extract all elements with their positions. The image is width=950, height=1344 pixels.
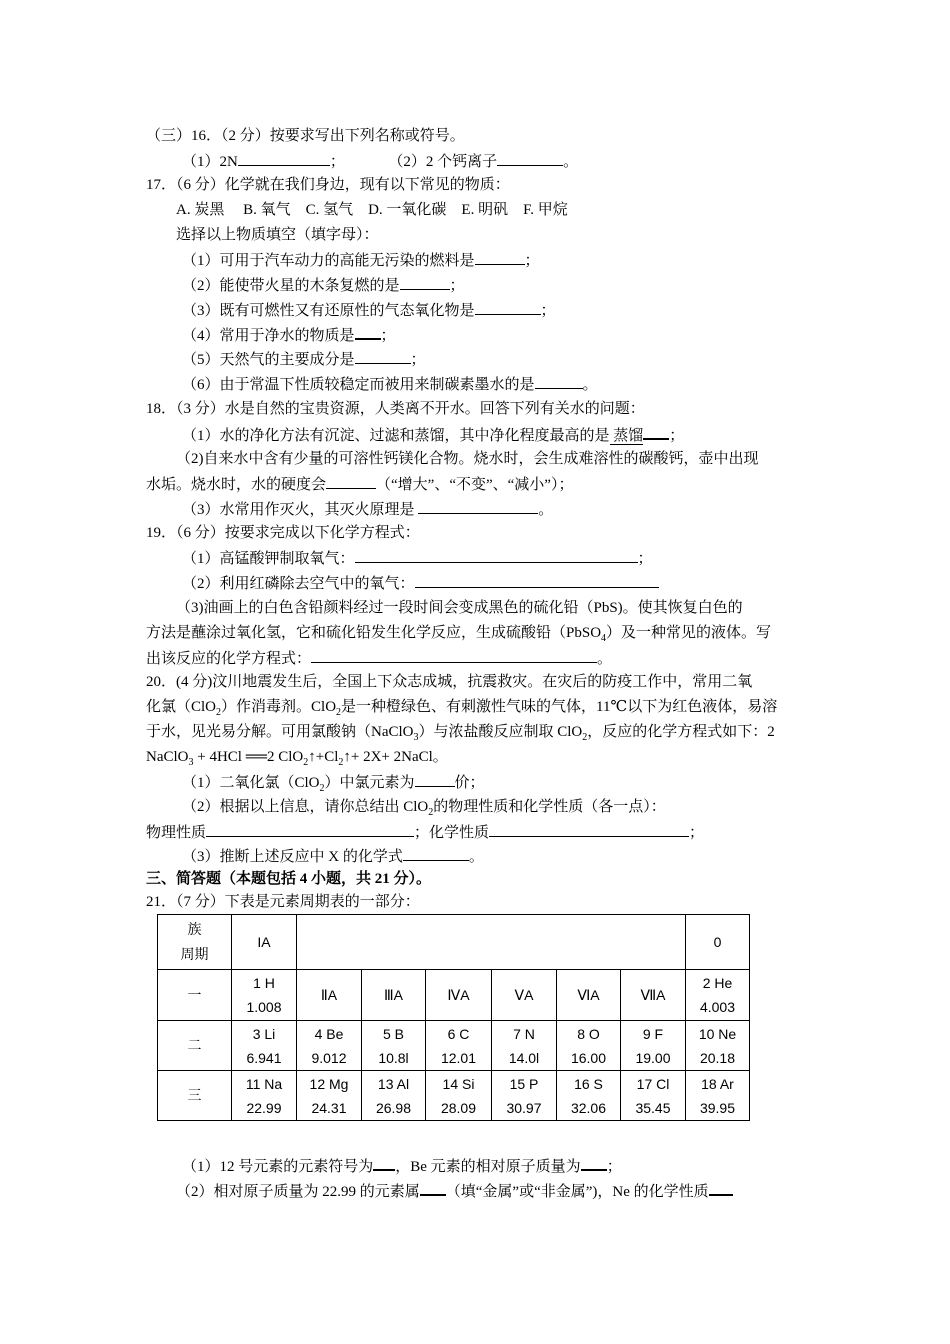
element-symbol: 1 H — [253, 975, 275, 991]
q21-blank3[interactable] — [420, 1180, 446, 1196]
element-mass: 19.00 — [635, 1049, 671, 1066]
q21-item2 — [176, 1180, 733, 1202]
q16-title: （三）16．（2 分）按要求写出下列名称或符号。 — [146, 128, 465, 144]
element-cell — [492, 1021, 557, 1071]
q20-item2-a: （2）根据以上信息，请你总结出 ClO — [182, 799, 429, 815]
q20-line3-c: ，反应的化学方程式如下：2 — [587, 724, 775, 740]
period-2 — [158, 1021, 232, 1071]
element-cell — [686, 970, 750, 1021]
q19-item3-sub: 4 — [601, 633, 607, 644]
q21-blank1[interactable] — [373, 1155, 395, 1171]
element-cell — [362, 1021, 426, 1071]
q17-item1-text: （1）可用于汽车动力的高能无污染的燃料是 — [182, 253, 475, 269]
q20-line4-a: NaClO — [146, 749, 189, 765]
element-symbol: 7 N — [513, 1025, 535, 1042]
q18-end1: ； — [669, 428, 685, 444]
header-group: 族 — [187, 922, 202, 938]
element-cell — [297, 1071, 362, 1121]
element-mass: 39.95 — [699, 1099, 736, 1116]
q20-line3-b: ）与浓盐酸反应制取 ClO — [418, 724, 583, 740]
q17-title: 17．（6 分）化学就在我们身边，现有以下常见的物质： — [146, 177, 510, 193]
element-symbol: 4 Be — [314, 1025, 344, 1042]
q20-sub: 3 — [188, 757, 194, 768]
q19-title: 19．（6 分）按要求完成以下化学方程式： — [146, 525, 420, 541]
q19-end3: 。 — [597, 651, 613, 667]
element-cell — [232, 970, 297, 1021]
element-mass: 9.012 — [311, 1049, 347, 1066]
q17-item2 — [182, 275, 465, 296]
q20-sub: 2 — [582, 732, 588, 743]
q21-item1-c: ； — [606, 1159, 622, 1175]
q18-item3-text: （3）水常用作灭火，其灭火原理是 — [182, 502, 415, 518]
q18-title: 18．（3 分）水是自然的宝贵资源，人类离不开水。回答下列有关水的问题： — [146, 401, 645, 417]
element-mass: 10.8l — [378, 1049, 409, 1066]
element-symbol: 6 C — [447, 1025, 470, 1042]
section3-heading: 三、简答题（本题包括 4 小题，共 21 分）。 — [146, 871, 432, 887]
q20-line3-a: 于水，见光易分解。可用氯酸钠（NaClO — [146, 724, 414, 740]
element-cell — [232, 1021, 297, 1071]
q21-blank2[interactable] — [581, 1155, 607, 1171]
q20-item2-b: 的物理性质和化学性质（各一点）： — [433, 799, 666, 815]
element-mass: 6.941 — [246, 1049, 282, 1066]
element-symbol: 2 He — [702, 975, 733, 991]
q20-sub: 2 — [336, 707, 342, 718]
q20-item3 — [182, 846, 484, 867]
element-symbol: 9 F — [642, 1025, 664, 1042]
q17-end5: ； — [410, 352, 426, 368]
periodic-table — [157, 914, 750, 1121]
q17-end1: ； — [524, 253, 540, 269]
q20-sub: 2 — [216, 707, 222, 718]
q20-line2-b: ）作消毒剂。ClO — [221, 699, 337, 715]
q20-sub: 2 — [428, 807, 434, 818]
element-symbol: 18 Ar — [701, 1075, 734, 1092]
q19-item2-text: （2）利用红磷除去空气中的氧气： — [182, 576, 415, 592]
q18-blank3[interactable] — [418, 499, 538, 514]
q17-item6-text: （6）由于常温下性质较稳定而被用来制碳素墨水的是 — [182, 377, 535, 393]
group-header: ⅡA — [297, 970, 362, 1021]
q20-props — [146, 822, 704, 843]
q19-item3-b2: ）及一种常见的液体。写 — [606, 625, 772, 641]
q17-item2-text: （2）能使带火星的木条复燃的是 — [182, 278, 400, 294]
q17-item3-text: （3）既有可燃性又有还原性的气态氧化物是 — [182, 303, 475, 319]
q16-item2-end: 。 — [563, 154, 579, 170]
q20-item2 — [182, 797, 666, 823]
q20-sub: 2 — [319, 783, 325, 794]
q17-blank4[interactable] — [355, 324, 381, 340]
element-cell — [426, 1071, 492, 1121]
element-cell — [232, 1071, 297, 1121]
q20-item3-text: （3）推断上述反应中 X 的化学式 — [182, 849, 403, 865]
q18-item2-a: （2)自来水中含有少量的可溶性钙镁化合物。烧水时，会生成难溶性的碳酸钙，壶中出现 — [176, 451, 759, 467]
element-mass: 22.99 — [246, 1099, 282, 1116]
q19-item3-c — [146, 648, 612, 669]
q21-item2-a: （2）相对原子质量为 22.99 的元素属 — [176, 1184, 420, 1200]
q18-blank1[interactable] — [643, 424, 669, 440]
period-label: 二 — [187, 1038, 202, 1054]
q17-blank1[interactable] — [475, 250, 525, 265]
q20-chem-label: ；化学性质 — [414, 825, 490, 841]
q20-end3: 。 — [468, 849, 484, 865]
q20-sub: 2 — [338, 757, 344, 768]
element-mass: 12.01 — [440, 1049, 477, 1066]
q17-end2: ； — [449, 278, 465, 294]
q17-end6: 。 — [582, 377, 598, 393]
col-ia-header: IA — [232, 915, 297, 970]
q21-item2-b: （填“金属”或“非金属”)，Ne 的化学性质 — [445, 1184, 709, 1200]
q20-chem-end: ； — [689, 825, 705, 841]
element-symbol: 17 Cl — [636, 1075, 670, 1092]
q17-blank3[interactable] — [475, 300, 541, 315]
element-cell — [557, 1021, 621, 1071]
element-symbol: 5 B — [382, 1025, 404, 1042]
group-header: ⅦA — [621, 970, 686, 1021]
element-mass: 24.31 — [311, 1099, 347, 1116]
element-mass: 14.0l — [508, 1049, 540, 1066]
q20-blank1[interactable] — [415, 772, 455, 787]
q21-title: 21．（7 分）下表是元素周期表的一部分： — [146, 894, 420, 910]
group-header: ⅣA — [426, 970, 492, 1021]
period-3 — [158, 1071, 232, 1121]
q17-item3 — [182, 300, 556, 321]
element-symbol: 8 O — [577, 1025, 600, 1042]
element-cell — [686, 1021, 750, 1071]
q17-instruction: 选择以上物质填空（填字母）： — [176, 227, 379, 243]
element-cell — [492, 1071, 557, 1121]
q17-options: A. 炭黑 B. 氧气 C. 氢气 D. 一氧化碳 E. 明矾 F. 甲烷 — [176, 202, 568, 218]
q20-line2-a: 化氯（ClO — [146, 699, 217, 715]
q17-item4 — [182, 324, 396, 346]
q17-item6 — [182, 374, 598, 395]
element-mass: 28.09 — [440, 1099, 477, 1116]
period-label: 三 — [187, 1088, 202, 1104]
element-cell — [621, 1071, 686, 1121]
q17-item5-text: （5）天然气的主要成分是 — [182, 352, 355, 368]
group-header: ⅢA — [362, 970, 426, 1021]
q20-item1-b: ）中氯元素为 — [324, 775, 415, 791]
q16-item2: （2）2 个钙离子 — [388, 154, 498, 170]
q18-item1-text: （1）水的净化方法有沉淀、过滤和蒸馏，其中净化程度最高的是 — [182, 428, 610, 444]
element-mass: 26.98 — [375, 1099, 412, 1116]
element-cell — [686, 1071, 750, 1121]
q18-item2-c: （“增大”、“不变”、“减小”）； — [376, 477, 574, 493]
q16-blank2[interactable] — [497, 151, 563, 166]
header-corner-cell — [158, 915, 232, 970]
element-symbol: 14 Si — [442, 1075, 475, 1092]
element-cell — [621, 1021, 686, 1071]
element-cell — [362, 1071, 426, 1121]
q17-blank5[interactable] — [355, 349, 411, 364]
q20-line2-c: 是一种橙绿色、有刺激性气味的气体，11℃以下为红色液体，易溶 — [341, 699, 778, 715]
q19-blank2[interactable] — [415, 573, 659, 588]
q20-item1-c: 价； — [454, 775, 485, 791]
q19-item3-c-text: 出该反应的化学方程式： — [146, 651, 312, 667]
q20-line4-b: + 4HCl ══2 ClO — [193, 749, 304, 765]
q20-blank3[interactable] — [403, 846, 469, 861]
q19-blank1[interactable] — [355, 548, 638, 563]
element-symbol: 13 Al — [377, 1075, 410, 1092]
element-symbol: 11 Na — [245, 1075, 283, 1092]
q17-end3: ； — [540, 303, 556, 319]
q19-item1-text: （1）高锰酸钾制取氧气： — [182, 551, 355, 567]
element-symbol: 10 Ne — [698, 1025, 737, 1042]
q17-item4-text: （4）常用于净水的物质是 — [182, 328, 355, 344]
q19-item3-b — [146, 623, 771, 649]
q18-item1 — [182, 424, 684, 446]
q18-item1-answer: 蒸馏 — [610, 428, 644, 445]
element-mass: 32.06 — [570, 1099, 607, 1116]
q17-blank2[interactable] — [400, 275, 450, 290]
q20-chem-blank[interactable] — [489, 822, 689, 837]
q20-line3 — [146, 722, 775, 748]
element-symbol: 3 Li — [252, 1025, 276, 1042]
q20-phys-blank[interactable] — [206, 822, 414, 837]
element-mass: 20.18 — [699, 1049, 736, 1066]
q18-item2-b — [146, 474, 573, 495]
q21-blank4[interactable] — [709, 1180, 733, 1196]
element-mass: 16.00 — [570, 1049, 607, 1066]
q18-item3 — [182, 499, 553, 520]
q20-sub: 2 — [303, 757, 309, 768]
q20-phys-label: 物理性质 — [146, 825, 207, 841]
header-period: 周期 — [180, 947, 209, 963]
q16-item1-end: ； — [329, 154, 345, 170]
q21-item1-b: ，Be 元素的相对原子质量为 — [395, 1159, 581, 1175]
q19-blank3[interactable] — [311, 648, 597, 663]
period-label: 一 — [187, 987, 202, 1004]
q20-item1-a: （1）二氧化氯（ClO — [182, 775, 320, 791]
blank-header — [297, 915, 686, 970]
q16-item1: （1）2N — [182, 154, 238, 170]
q17-end4: ； — [380, 328, 396, 344]
q16-blank1[interactable] — [238, 151, 330, 166]
q20-line4-d: ↑+ 2X+ 2NaCl。 — [343, 749, 448, 765]
q20-line1: 20．(4 分)汶川地震发生后，全国上下众志成城，抗震救灾。在灾后的防疫工作中，常用二氧 — [146, 674, 753, 690]
q19-item3-b1: 方法是蘸涂过氧化氢，它和硫化铅发生化学反应，生成硫酸铅（PbSO — [146, 625, 602, 641]
element-cell — [557, 1071, 621, 1121]
q18-end3: 。 — [538, 502, 554, 518]
q20-line4 — [146, 747, 448, 773]
element-symbol: 12 Mg — [309, 1075, 349, 1092]
group-header: ⅥA — [557, 970, 621, 1021]
element-mass: 4.003 — [699, 999, 736, 1015]
q20-line4-c: ↑+Cl — [308, 749, 339, 765]
q17-item1 — [182, 250, 540, 271]
q17-blank6[interactable] — [535, 374, 583, 389]
element-mass: 35.45 — [635, 1099, 671, 1116]
element-cell — [297, 1021, 362, 1071]
q20-line2 — [146, 697, 777, 723]
element-mass: 1.008 — [246, 999, 282, 1015]
q17-item5 — [182, 349, 426, 370]
q19-item1 — [182, 548, 653, 569]
element-cell — [426, 1021, 492, 1071]
q19-end1: ； — [637, 551, 653, 567]
q21-item1 — [182, 1155, 622, 1177]
col-0-header: 0 — [686, 915, 750, 970]
q18-item2-b-text: 水垢。烧水时，水的硬度会 — [146, 477, 327, 493]
q19-item2 — [182, 573, 659, 594]
period-1 — [158, 970, 232, 1021]
q21-item1-a: （1）12 号元素的元素符号为 — [182, 1159, 374, 1175]
q18-blank2[interactable] — [326, 474, 376, 489]
element-mass: 30.97 — [506, 1099, 542, 1116]
q16-items — [182, 151, 578, 172]
group-header: ⅤA — [492, 970, 557, 1021]
element-symbol: 15 P — [509, 1075, 539, 1092]
q20-sub: 3 — [413, 732, 419, 743]
element-symbol: 16 S — [574, 1075, 603, 1092]
q19-item3-a: （3)油画上的白色含铅颜料经过一段时间会变成黑色的硫化铅（PbS)。使其恢复白色的 — [176, 600, 743, 616]
q20-item1 — [182, 772, 485, 799]
